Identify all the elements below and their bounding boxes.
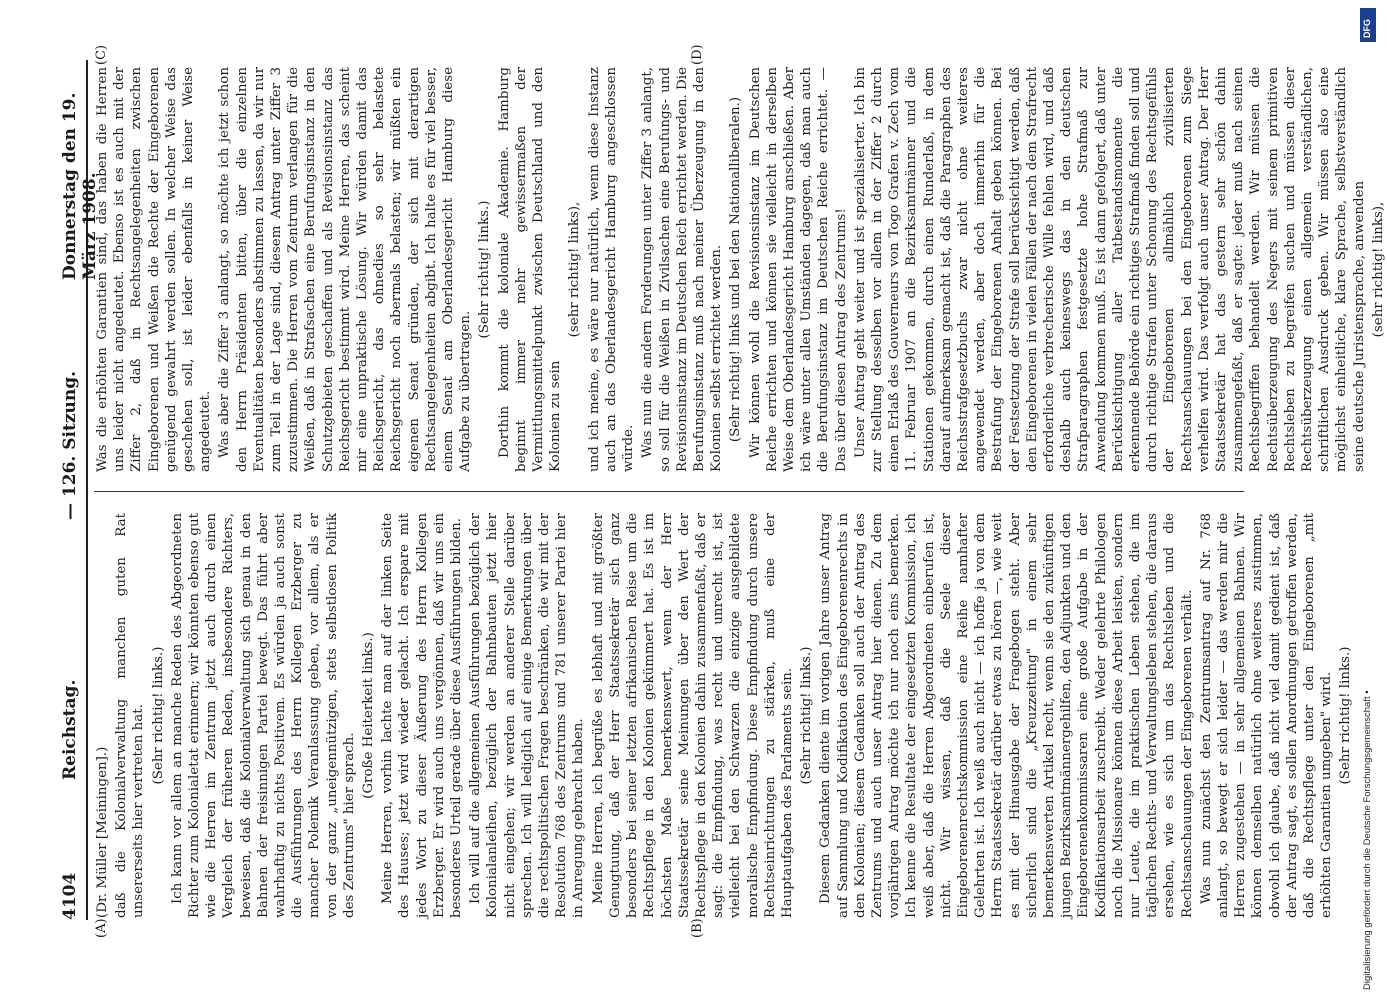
right-column xyxy=(94,67,1386,472)
column-divider xyxy=(94,491,1244,492)
paragraph: Wir können wohl die Revisionsinstanz im Deutschen Reiche errichten und können sie vielleicht in derselben Weise dem Oberlandesgericht Hamburg anschließen. Aber ich wäre unter allen Umständen dagegen, daß man auch die Berufungsinstanz im Deutschen Reiche errichtet. — Das über diesen Antrag des Zentrums! xyxy=(747,67,849,472)
speaker-line: (Dr. Müller [Meiningen].) xyxy=(95,746,110,918)
interjection: (sehr richtig! links), xyxy=(567,201,583,338)
digitization-note xyxy=(1350,0,1380,1000)
header-title: Reichstag. xyxy=(60,679,80,780)
interjection: (Sehr richtig! links.) xyxy=(150,646,166,785)
margin-mark-c: (C) xyxy=(94,44,109,65)
paragraph: daß die Kolonialverwaltung manchen guten Rat unsererseits hier vertreten hat. xyxy=(114,513,147,918)
interjection: (Sehr richtig! links.) xyxy=(799,646,815,785)
interjection: (Sehr richtig! links.) xyxy=(477,200,493,339)
page-header xyxy=(60,60,100,920)
interjection: (sehr richtig! links), xyxy=(1370,201,1386,338)
page-number: 4104 xyxy=(60,872,80,920)
paragraph: Ich kann vor allem an manche Reden des Abgeordneten Richter zum Kolonialetat erinnern; wir könnten ebenso gut wie die Herren im Zentrum jetzt auch durch einen Vergleich der früheren Reden, insbesondere Richters, beweisen, daß die Kolonialverwaltung sich genau in den Bahnen der freisinnigen Partei bewegt. Das führt aber wahrhaftig zu nichts Positivem. Es würden ja auch sonst die Ausführungen des Herrn Kollegen Erzberger zu mancher Polemik Veranlassung geben, vor allem, als er von der ganz „uneigennützigen, stets selbstlosen Politik des Zentrums" hier sprach. xyxy=(169,513,357,918)
paragraph: Was nun die andern Forderungen unter Ziffer 3 anlangt, so soll für die Weißen in Zivilsachen eine Berufungs- und Revisionsinstanz im Deutschen Reich errichtet werden. Die Berufungsinstanz muß nach meiner Überzeugung in den Kolonien selbst errichtet werden. xyxy=(640,67,725,472)
paragraph: Was die erhöhten Garantien sind, das haben die Herren uns leider nicht angedeutet. Ebenso ist es auch mit der Ziffer 2, daß in Rechtsangelegenheiten zwischen Eingeborenen und Weißen die Rechte der Eingeborenen genügend gewahrt werden sollen. In welcher Weise das geschehen soll, ist leider ebenfalls in keiner Weise angedeutet. xyxy=(95,67,214,472)
interjection: (Sehr richtig! links.) xyxy=(1338,646,1354,785)
margin-mark-a: (A) xyxy=(94,918,109,938)
paragraph: Ich will auf die allgemeinen Ausführungen bezüglich der Kolonialanleihen, bezüglich der Bahnbauten jetzt hier nicht eingehen; wir werden an anderer Stelle darüber sprechen. Ich will lediglich auf einige Bemerkungen über die rechtspolitischen Fragen beschränken, die wir mit der Resolution 768 des Zentrums und 781 unserer Partei hier in Anregung gebracht haben. xyxy=(468,513,587,918)
paragraph: Diesem Gedanken diente im vorigen Jahre unser Antrag auf Sammlung und Kodifikation des Eingeborenenrechts in den Kolonien; diesem Gedanken soll auch der Antrag des Zentrums und auch unser Antrag hier dienen. Zu dem vorjährigen Antrag möchte ich nur noch eins bemerken. Ich kenne die Resultate der eingesetzten Kommission, ich weiß aber, daß die Herren Abgeordneten einberufen ist, nicht. Wir wissen, daß die Seele dieser Eingeborenenrechtskommission eine Reihe namhafter Gelehrten ist. Ich weiß auch nicht — ich hoffe ja von dem Herrn Staatssekretär darüber etwas zu hören —, wie weit es mit der Hinausgabe der Fragebogen steht. Aber sicherlich sind die „Kreuzzeitung" in einem sehr bemerkenswerten Artikel recht, wenn sie den zukünftigen jungen Bezirksamtmännergehilfen, den Adjunkten und den Eingeborenenkommissaren eine große Aufgabe in der Kodifikationsarbeit zuschreibt. Weder gelehrte Philologen noch die Missionare können diese Arbeit leisten, sondern nur Leute, die im praktischen Leben stehen, die im täglichen Rechts- und Verwaltungsleben stehen, die daraus ersehen, wie es sich um das Rechtsleben und die Rechtsanschauungen der Eingeborenen verhält. xyxy=(818,513,1195,918)
paragraph: Meine Herren, vorhin lachte man auf der linken Seite des Hauses; jetzt wird wieder gelacht. Ich erspare mit jedes Wort zu dieser Äußerung des Herrn Kollegen Erzberger. Er wird auch uns vergönnen, daß wir uns ein besonderes Urteil gerade über diese Ausführungen bilden. xyxy=(380,513,465,918)
paragraph: Unser Antrag geht weiter und ist spezialisierter. Ich bin zur Stellung desselben vor allem in der Ziffer 2 durch einen Erlaß des Gouverneurs von Togo Grafen v. Zech vom 11. Februar 1907 an die Bezirksamtmänner und die Stationen gekommen, durch einen Runderlaß, in dem darauf aufmerksam gemacht ist, daß die Paragraphen des Reichsstrafgesetzbuchs zwar nicht ohne weiteres angewendet werden, aber doch immerhin für die Bestrafung der Eingeborenen Anhalt geben können. Bei der Festsetzung der Strafe soll berücksichtigt werden, daß den Eingeborenen in vielen Fällen der nach dem Strafrecht erforderliche verbrecherische Wille fehlen wird, und daß deshalb auch keineswegs das in den deutschen Strafparagraphen festgesetzte hohe Strafmaß zur Anwendung kommen muß. Es ist dann gefolgert, daß unter Berücksichtigung aller Tatbestandsmomente die erkennende Behörde ein richtiges Strafmaß finden soll und durch richtige Strafen unter Schonung des Rechtsgefühls der Eingeborenen allmählich zivilisierten Rechtsanschauungen bei den Eingeborenen zum Siege verhelfen wird. Das verfolgt auch unser Antrag. Der Herr Staatssekretär hat das gestern sehr schön dahin zusammengefaßt, daß er sagte: jeder muß nach seinen Rechtsbegriffen behandelt werden. Wir müssen die Rechtsüberzeugung des Negers mit seinem primitiven Rechtsleben zu begreifen suchen und müssen dieser Rechtsüberzeugung einen allgemein verständlichen, schriftlichen Ausdruck geben. Wir müssen also eine möglichst einheitliche, klare Sprache, selbstverständlich seine deutsche Juristensprache, anwenden xyxy=(852,67,1367,472)
header-date: Donnerstag den 19. März 1908. xyxy=(60,92,100,280)
dfg-logo-text: DFG xyxy=(1362,19,1372,38)
paragraph: Meine Herren, ich begrüße es lebhaft und mit größter Genugtuung, daß der Herr Staatssekretär sich ganz besonders bei seiner letzten afrikanischen Reise um die Rechtspflege in den Kolonien gekümmert hat. Es ist im höchsten Maße bemerkenswert, wenn der Herr Staatssekretär seine Meinungen über den Wert der Rechtspflege in den Kolonien dahin zusammenfaßt, daß er sagt: die Empfindung, was recht und unrecht ist, ist vielleicht bei den Schwarzen die einzige ausgebildete moralische Empfindung. Diese Empfindung durch unsere Rechtseinrichtungen zu stärken, muß eine der Hauptaufgaben des Parlaments sein. xyxy=(590,513,795,918)
margin-mark-d: (D) xyxy=(690,44,705,65)
margin-mark-b: (B) xyxy=(690,918,705,938)
left-column xyxy=(94,513,1354,918)
paragraph: Was aber die Ziffer 3 anlangt, so möchte ich jetzt schon den Herrn Präsidenten bitten, über die einzelnen Eventualitäten besonders abstimmen zu lassen, da wir nur zum Teil in der Lage sind, diesem Antrag unter Ziffer 3 zuzustimmen. Die Herren vom Zentrum verlangen für die Weißen, daß in Strafsachen eine Berufungsinstanz in den Schutzgebieten geschaffen und als Revisionsinstanz das Reichsgericht bestimmt wird. Meine Herren, das scheint mir eine unpraktische Lösung. Wir würden damit das Reichsgericht, das ohnedies so sehr belastete Reichsgericht noch abermals belasten; wir müßten ein eigenen Senat gründen, der sich mit derartigen Rechtsangelegenheiten abgibt. Ich halte es für viel besser, einem Senat am Oberlandesgericht Hamburg diese Aufgabe zu übertragen. xyxy=(217,67,474,472)
interjection: (Große Heiterkeit links.) xyxy=(361,632,377,799)
interjection: (Sehr richtig! links und bei den Nationalliberalen.) xyxy=(728,96,744,443)
dfg-logo xyxy=(1360,8,1376,42)
paragraph: Was nun zunächst den Zentrumsantrag auf Nr. 768 anlangt, so bewegt er sich leider — das werden mir die Herren zugestehen — in sehr allgemeinen Bahnen. Wir können demselben natürlich ohne weiteres zustimmen, obwohl ich glaube, daß nicht viel damit gedient ist, daß der Antrag sagt, es sollen Anordnungen getroffen werden, daß die Rechtspflege unter den Eingeborenen „mit erhöhten Garantien umgeben" wird. xyxy=(1198,513,1335,918)
header-session: — 126. Sitzung. xyxy=(60,370,80,520)
paragraph: und ich meine, es wäre nur natürlich, wenn diese Instanz auch an das Oberlandesgericht Hamburg angeschlossen würde. xyxy=(586,67,637,472)
digitization-note-text: Digitalisierung gefördert durch die Deutsche Forschungsgemeinschaft • xyxy=(1362,690,1373,990)
paragraph: Dorthin kommt die koloniale Akademie. Hamburg beginnt immer mehr gewissermaßen der Vermittlungsmittelpunkt zwischen Deutschland und den Kolonien zu sein xyxy=(496,67,564,472)
